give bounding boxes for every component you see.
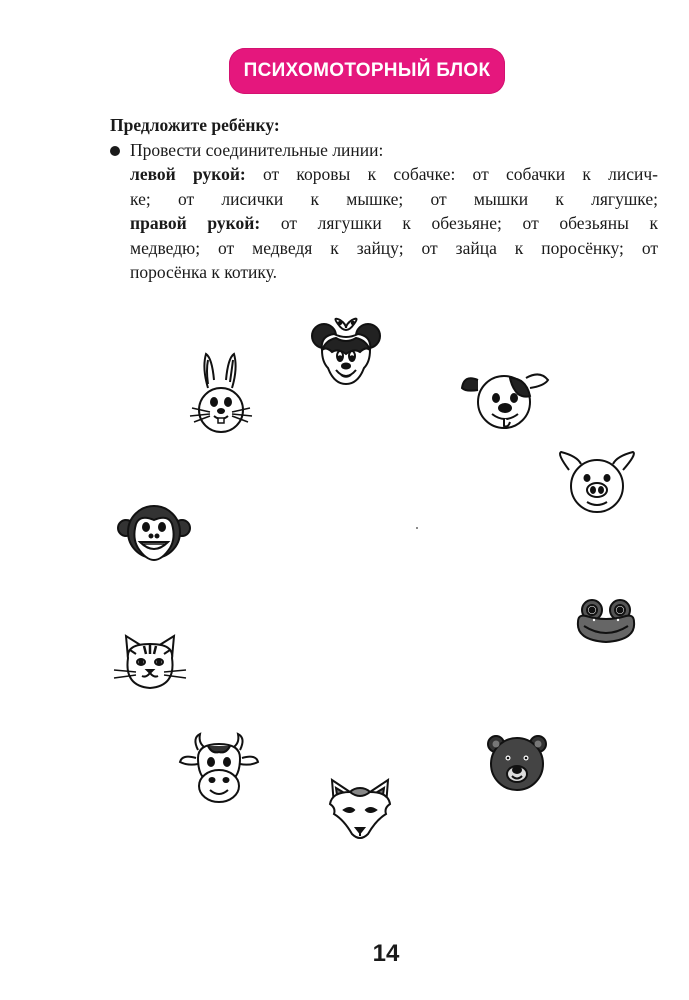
dog-icon[interactable]: [460, 366, 550, 434]
section-header-badge: [229, 48, 505, 94]
rabbit-icon[interactable]: [186, 350, 256, 440]
pig-icon[interactable]: [555, 450, 639, 516]
monkey-icon[interactable]: [116, 500, 192, 564]
bullet-icon: [110, 146, 120, 156]
right-hand-line-2: медведю; от медведя к зайцу; от зайца к поросёнку; от: [130, 237, 658, 258]
cow-icon[interactable]: [178, 732, 260, 806]
page-number: 14: [372, 940, 400, 967]
left-hand-line-1: левой рукой: от коровы к собачке: от собачки к лисич-: [130, 164, 658, 184]
cat-icon[interactable]: [112, 630, 188, 694]
right-hand-line-3: поросёнка к котику.: [130, 262, 277, 282]
fox-icon[interactable]: [326, 778, 394, 844]
instructions-block: [110, 113, 658, 285]
instructions-lead: Предложите ребёнку:: [110, 115, 280, 135]
frog-icon[interactable]: [574, 598, 638, 646]
left-hand-label: левой рукой:: [130, 164, 246, 184]
mouse-icon[interactable]: [310, 318, 382, 392]
instructions-bullet-item: [110, 138, 658, 163]
section-title: ПСИХОМОТОРНЫЙ БЛОК: [243, 60, 491, 81]
bear-icon[interactable]: [486, 734, 548, 792]
bullet-text: Провести соединительные линии:: [130, 139, 384, 160]
right-hand-label: правой рукой:: [130, 213, 261, 233]
left-hand-line-2: ке; от лисички к мышке; от мышки к лягушке;: [130, 188, 658, 209]
center-dot: [416, 527, 418, 529]
right-hand-line-1: правой рукой: от лягушки к обезьяне; от обезьяны к: [130, 213, 659, 233]
